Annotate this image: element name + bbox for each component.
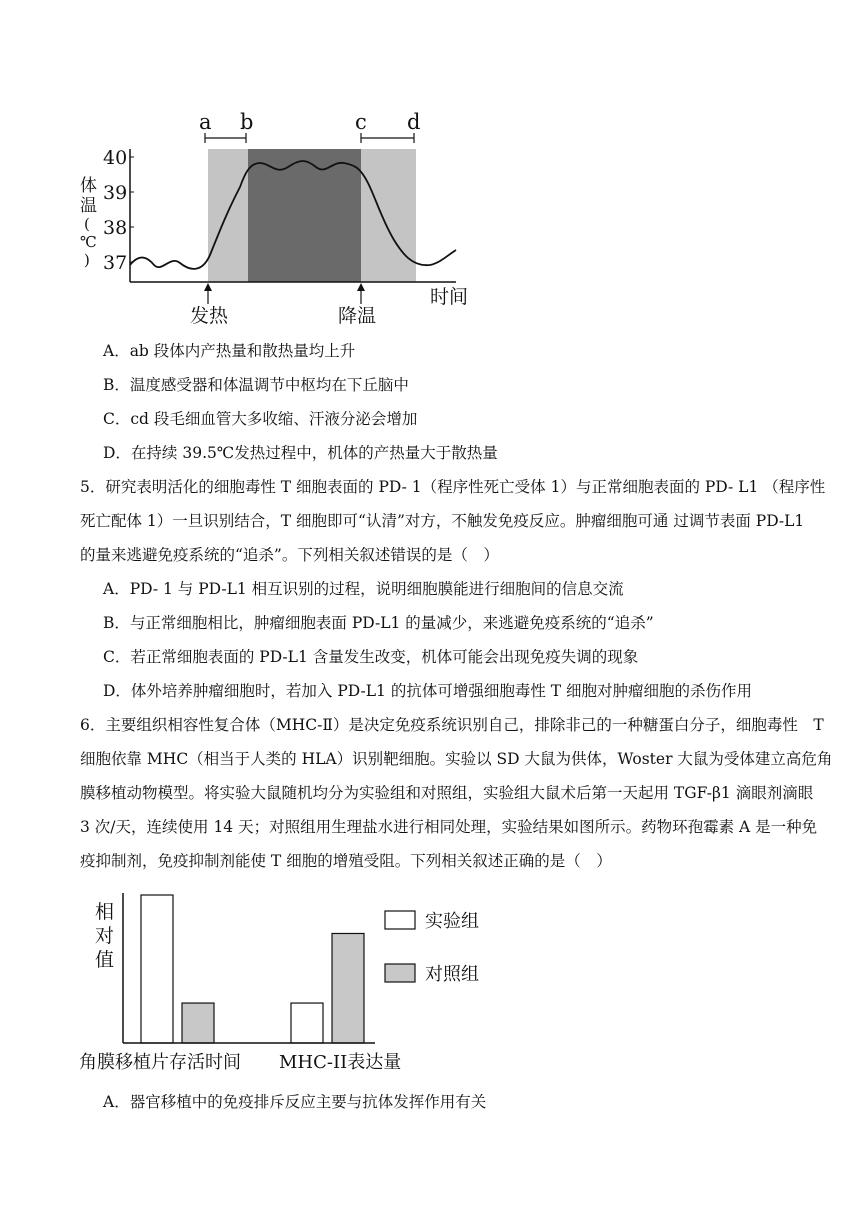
phase-bc-shade [248,149,361,282]
legend-label-experimental: 实验组 [425,911,479,932]
relative-value-bar-chart [75,885,505,1080]
arrow-label-cooling: 降温 [338,305,377,327]
legend-swatch-experimental [385,911,415,929]
ytick-37: 37 [103,252,128,274]
ylabel-char: ( [84,215,90,233]
ylabel-char: 温 [80,196,97,216]
q6-option-a: A．器官移植中的免疫排斥反应主要与抗体发挥作用有关 [103,1093,487,1111]
ytick-39: 39 [103,182,128,204]
phase-cd-shade [361,149,416,282]
ytick-38: 38 [103,217,128,239]
bar-experimental-1 [291,1003,323,1043]
ylabel-char: ℃ [80,233,97,251]
bar-control-1 [332,933,364,1043]
legend-swatch-control [385,964,415,982]
chart-category-label: 角膜移植片存活时间 [79,1052,241,1073]
chart-ylabel-char: 值 [95,949,115,971]
q5-stem-line: 死亡配体 1）一旦识别结合，T 细胞即可“认清”对方，不触发免疫反应。肿瘤细胞可通 过调节表面 PD-L1 [80,512,805,530]
chart-category-label: MHC-II表达量 [279,1052,402,1073]
q4-option-a: A．ab 段体内产热量和散热量均上升 [103,342,356,360]
q4-option-d: D．在持续 39.5℃发热过程中，机体的产热量大于散热量 [103,444,498,462]
marker-d: d [407,110,421,134]
bar-control-0 [182,1003,214,1043]
xlabel-time: 时间 [430,286,469,308]
ytick-40: 40 [103,147,128,169]
chart-ylabel-char: 对 [95,925,115,947]
ylabel-char: ) [84,251,90,269]
q6-stem-line: 3 次/天，连续使用 14 天；对照组用生理盐水进行相同处理，实验结果如图所示。药物环孢霉素 A 是一种免 [80,818,818,836]
q6-stem-line: 6．主要组织相容性复合体（MHC-Ⅱ）是决定免疫系统识别自己，排除非己的一种糖蛋白分子，细胞毒性 T [80,716,824,734]
marker-c: c [355,110,367,134]
marker-a: a [199,110,212,134]
legend-label-control: 对照组 [425,964,479,985]
q6-stem-line: 细胞依靠 MHC（相当于人类的 HLA）识别靶细胞。实验以 SD 大鼠为供体，Woster 大鼠为受体建立高危角 [80,750,833,768]
ylabel-char: 体 [80,176,97,196]
q6-stem-line: 疫抑制剂，免疫抑制剂能使 T 细胞的增殖受阻。下列相关叙述正确的是（ ） [80,852,612,870]
arrow-label-fever: 发热 [190,305,229,327]
q6-stem-line: 膜移植动物模型。将实验大鼠随机均分为实验组和对照组，实验组大鼠术后第一天起用 TGF-β1 滴眼剂滴眼 [80,784,814,802]
q5-option-b: B．与正常细胞相比，肿瘤细胞表面 PD-L1 的量减少，来逃避免疫系统的“追杀” [103,614,654,632]
q5-option-c: C．若正常细胞表面的 PD-L1 含量发生改变，机体可能会出现免疫失调的现象 [103,648,639,666]
q5-stem-line: 5．研究表明活化的细胞毒性 T 细胞表面的 PD- 1（程序性死亡受体 1）与正常细胞表面的 PD- L1 （程序性 [80,478,826,496]
bar-experimental-0 [141,895,173,1043]
q5-stem-line: 的量来逃避免疫系统的“追杀”。下列相关叙述错误的是（ ） [80,546,499,564]
phase-ab-shade [208,149,248,282]
q4-option-c: C．cd 段毛细血管大多收缩、汗液分泌会增加 [103,410,418,428]
q5-option-a: A．PD- 1 与 PD-L1 相互识别的过程，说明细胞膜能进行细胞间的信息交流 [103,580,624,598]
body-temperature-figure [70,105,490,330]
q5-option-d: D．体外培养肿瘤细胞时，若加入 PD-L1 的抗体可增强细胞毒性 T 细胞对肿瘤细胞的杀伤作用 [103,682,753,700]
marker-b: b [240,110,254,134]
q4-option-b: B．温度感受器和体温调节中枢均在下丘脑中 [103,376,409,394]
chart-ylabel-char: 相 [95,901,115,923]
